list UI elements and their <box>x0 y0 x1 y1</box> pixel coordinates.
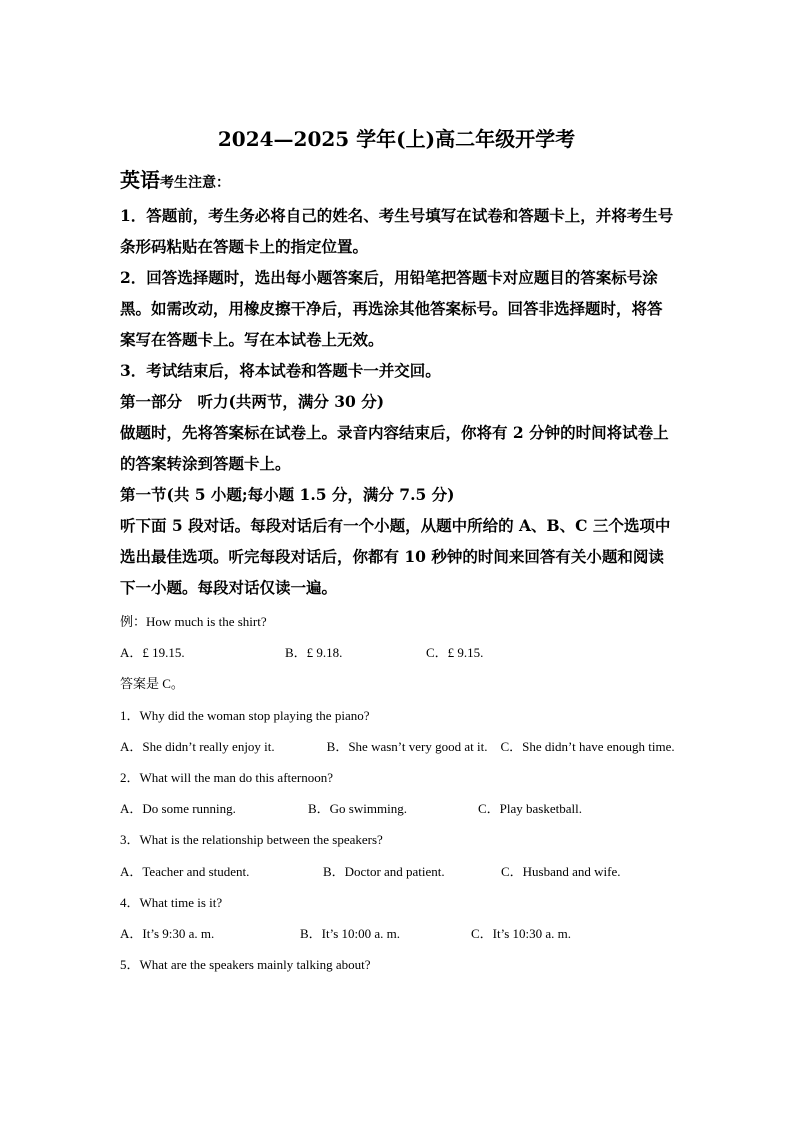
question-4-option-b: B．It’s 10:00 a. m. <box>300 925 401 941</box>
question-3-option-c: C．Husband and wife. <box>501 863 621 879</box>
question-4-option-c: C．It’s 10:30 a. m. <box>471 925 572 941</box>
question-2-options <box>120 793 676 824</box>
question-4-option-a: A．It’s 9:30 a. m. <box>120 925 215 941</box>
subject-label: 英语 <box>120 168 160 192</box>
question-3-stem: 3．What is the relationship between the speakers? <box>120 832 383 848</box>
example-option-b: B．£ 9.18. <box>285 645 343 661</box>
part-one-heading: 第一部分 听力(共两节，满分 30 分) <box>120 392 385 411</box>
instruction-item: 2．回答选择题时，选出每小题答案后，用铅笔把答题卡对应题目的答案标号涂黑。如需改动，用橡皮擦干净后，再选涂其他答案标号。回答非选择题时，将答案写在答题卡上。写在本试卷上无效。 <box>120 268 663 349</box>
example-option-c: C．£ 9.15. <box>426 645 484 661</box>
question-3-option-b: B．Doctor and patient. <box>323 863 445 879</box>
notice-label: 考生注意： <box>160 175 230 191</box>
question-4-stem: 4．What time is it? <box>120 894 223 910</box>
example-question: 例：How much is the shirt? <box>120 614 267 629</box>
example-options <box>120 637 676 668</box>
question-3-option-a: A．Teacher and student. <box>120 863 250 879</box>
instruction-item: 3．考试结束后，将本试卷和答题卡一并交回。 <box>120 361 441 380</box>
question-1-options: A．She didn’t really enjoy it. B．She wasn’t very good at it. C．She didn’t have enough time. <box>120 738 675 754</box>
part-one-intro: 做题时，先将答案标在试卷上。录音内容结束后，你将有 2 分钟的时间将试卷上的答案转涂到答题卡上。 <box>120 423 669 473</box>
question-3-options <box>120 856 676 887</box>
section-one-heading: 第一节(共 5 小题;每小题 1.5 分，满分 7.5 分) <box>120 485 455 504</box>
question-1-stem: 1．Why did the woman stop playing the piano? <box>120 707 370 723</box>
exam-title: 2024—2025 学年(上)高二年级开学考 <box>217 127 576 151</box>
question-2-option-a: A．Do some running. <box>120 801 236 817</box>
question-2-stem: 2．What will the man do this afternoon? <box>120 769 334 785</box>
question-5-stem: 5．What are the speakers mainly talking about? <box>120 957 371 973</box>
instructions-block <box>120 200 676 603</box>
example-option-a: A．£ 19.15. <box>120 645 185 661</box>
subject-header <box>120 166 230 197</box>
questions-block <box>120 606 676 980</box>
section-one-intro: 听下面 5 段对话。每段对话后有一个小题，从题中所给的 A、B、C 三个选项中选出最佳选项。听完每段对话后，你都有 10 秒钟的时间来回答有关小题和阅读下一小题。每段对话仅读一遍。 <box>120 516 671 597</box>
question-2-option-c: C．Play basketball. <box>478 801 582 817</box>
question-2-option-b: B．Go swimming. <box>308 801 407 817</box>
instruction-item: 1．答题前，考生务必将自己的姓名、考生号填写在试卷和答题卡上，并将考生号条形码粘贴在答题卡上的指定位置。 <box>120 206 674 256</box>
question-4-options <box>120 918 676 949</box>
example-answer: 答案是 C。 <box>120 676 184 692</box>
